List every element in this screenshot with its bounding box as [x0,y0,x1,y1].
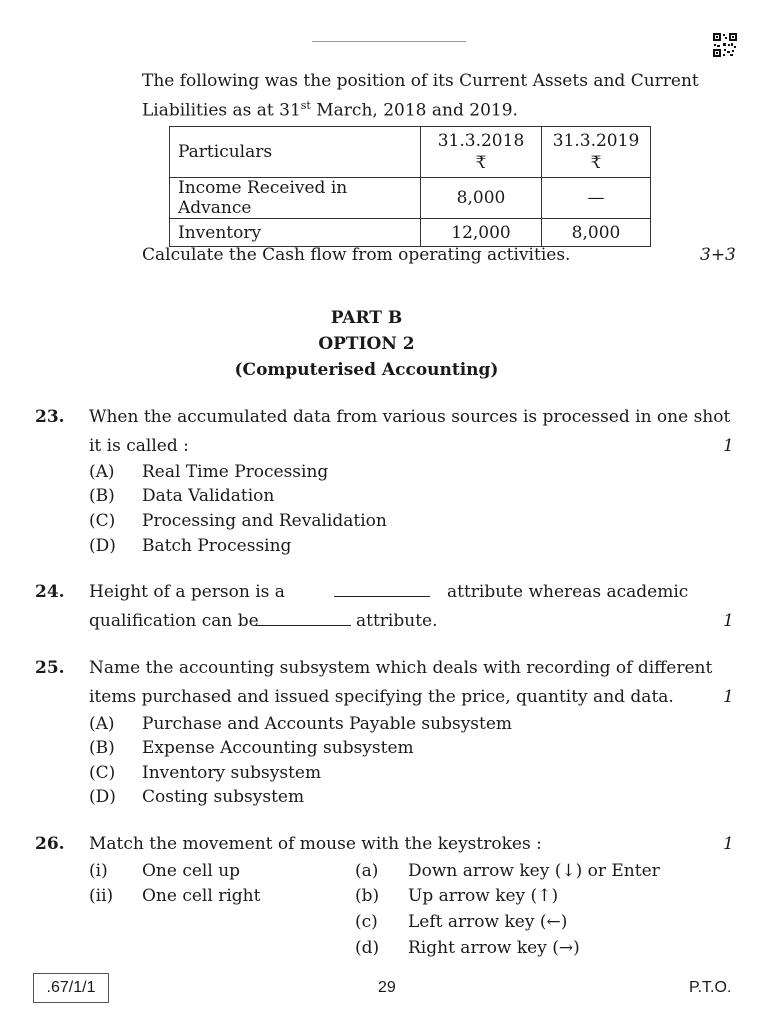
table-row [170,178,651,219]
match-right-label: (b) [355,886,380,906]
match-right-label: (a) [355,861,379,881]
option-text: Purchase and Accounts Payable subsystem [142,714,513,734]
page-number: 29 [378,979,396,996]
match-right-label: (c) [355,912,378,932]
match-right-label: (d) [355,938,380,958]
rupee-icon: ₹ [590,153,602,173]
q23-line-1: When the accumulated data from various sources is processed in one shot [89,407,731,427]
option-label: (B) [89,738,115,758]
option-text: Processing and Revalidation [142,511,387,531]
option-label: (D) [89,787,116,807]
match-right-text: Right arrow key (→) [408,938,580,958]
match-right-text: Down arrow key (↓) or Enter [408,861,660,881]
option-text: Data Validation [142,486,275,506]
rupee-icon: ₹ [475,153,487,173]
part-title: PART B [330,308,403,328]
pto-label: P.T.O. [689,979,732,996]
q25-line-1: Name the accounting subsystem which deals with recording of different [89,658,713,678]
intro-superscript: st [300,99,311,112]
option-text: Expense Accounting subsystem [142,738,414,758]
intro-line-2 [142,99,518,121]
option-label: (B) [89,486,115,506]
q23-line-2: it is called : [89,436,189,456]
row-2018-value: 12,000 [421,219,542,247]
header-2018 [421,127,542,178]
row-particular: Inventory [170,219,421,247]
option-label: (C) [89,763,116,783]
option-label: (C) [89,511,116,531]
header-2019 [542,127,651,178]
q24-line-1a: Height of a person is a [89,582,285,602]
option-text: Costing subsystem [142,787,305,807]
header-particulars: Particulars [170,127,421,178]
header-2019-date: 31.3.2019 [552,131,640,151]
assets-liabilities-table [169,126,651,247]
option-label: (A) [89,462,115,482]
q24-blank-1 [334,582,430,602]
header-rule [312,41,466,42]
option-label: (D) [89,536,116,556]
part-subtitle: (Computerised Accounting) [234,360,499,380]
calc-instruction: Calculate the Cash flow from operating activities. [142,245,571,265]
option-text: Inventory subsystem [142,763,322,783]
row-2019-value: — [542,178,651,219]
row-2018-value: 8,000 [421,178,542,219]
match-right-text: Left arrow key (←) [408,912,568,932]
intro-line-2-post: March, 2018 and 2019. [310,100,518,121]
question-number: 23. [35,407,65,427]
table-row [170,219,651,247]
q24-marks: 1 [723,611,734,631]
match-left-label: (ii) [89,886,114,906]
option-label: (A) [89,714,115,734]
header-2018-date: 31.3.2018 [437,131,525,151]
q24-line-2b: attribute. [356,611,438,631]
row-particular: Income Received in Advance [170,178,421,219]
intro-line-1: The following was the position of its Current Assets and Current [142,71,699,91]
q24-line-2a: qualification can be [89,611,259,631]
question-number: 26. [35,834,65,854]
q25-line-2: items purchased and issued specifying the price, quantity and data. [89,687,674,707]
option-text: Real Time Processing [142,462,329,482]
match-right-text: Up arrow key (↑) [408,886,559,906]
q23-marks: 1 [723,436,734,456]
q24-blank-2 [255,611,351,631]
q24-line-1b: attribute whereas academic [447,582,689,602]
question-number: 25. [35,658,65,678]
match-left-text: One cell right [142,886,261,906]
match-left-label: (i) [89,861,108,881]
q26-line-1: Match the movement of mouse with the keystrokes : [89,834,542,854]
option-text: Batch Processing [142,536,292,556]
paper-code: .67/1/1 [46,979,96,996]
row-2019-value: 8,000 [542,219,651,247]
q26-marks: 1 [723,834,734,854]
intro-line-2-pre: Liabilities as at 31 [142,100,301,121]
qr-code-icon [713,33,737,57]
match-left-text: One cell up [142,861,241,881]
part-option: OPTION 2 [318,334,415,354]
calc-marks: 3+3 [700,245,736,265]
question-number: 24. [35,582,65,602]
q25-marks: 1 [723,687,734,707]
table-header-row [170,127,651,178]
